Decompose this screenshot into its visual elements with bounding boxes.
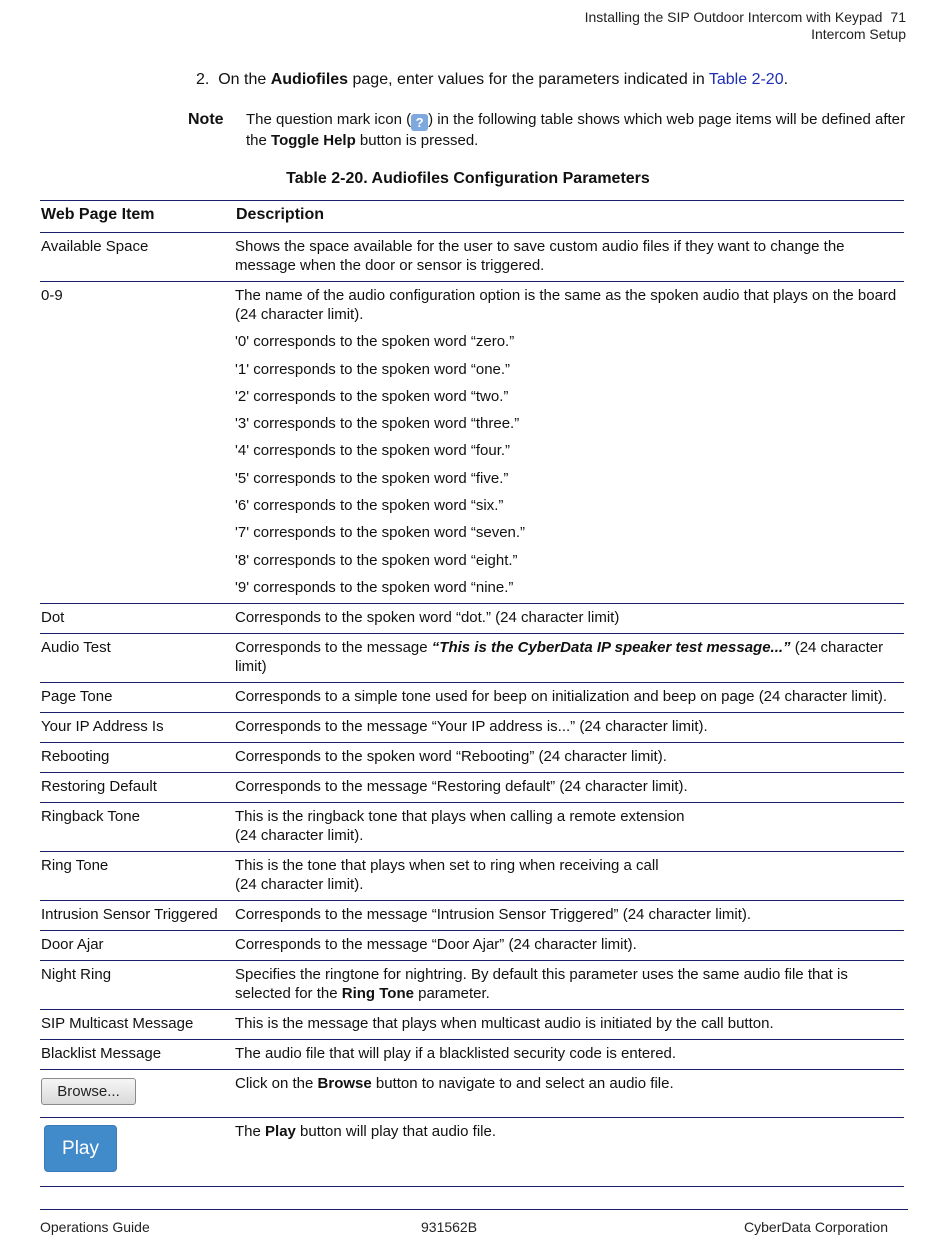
test-message-quote: “This is the CyberData IP speaker test message...” [431,638,791,656]
note-text-mid: ) in the following table shows which web page items will be defined after the [246,111,906,149]
row-description: The audio file that will play if a blacklisted security code is entered. [235,1044,677,1062]
row-description [235,634,904,682]
table-row [40,961,904,1010]
page-number: 71 [890,9,906,25]
step-text-pre: On the [218,71,271,88]
table-row [40,683,904,713]
row-item-cell [40,1118,235,1186]
row-item-label: Rebooting [41,747,110,765]
digit-line: '0' corresponds to the spoken word “zero.” [235,333,515,351]
row-description: Shows the space available for the user to save custom audio files if they want to change the message when the door or sensor is triggered. [235,238,845,274]
row-item-label: Restoring Default [41,777,157,795]
row-description [235,1070,904,1117]
digit-line: '8' corresponds to the spoken word “eight.” [235,551,518,569]
header-section-title: Intercom Setup [811,26,906,42]
table-row [40,634,904,683]
table-row [40,282,904,604]
desc-bold: Play [265,1122,296,1140]
row-item-label: Door Ajar [41,935,104,953]
note-bold-toggle-help: Toggle Help [271,132,356,149]
desc-text: button will play that audio file. [295,1122,496,1140]
desc-text: Click on the [235,1074,318,1092]
table-row [40,803,904,852]
row-item-label: Blacklist Message [41,1044,162,1062]
note-label: Note [188,111,224,128]
table-row [40,1040,904,1070]
row-item-label: Your IP Address Is [41,717,164,735]
table-row [40,1070,904,1118]
digit-line: '2' corresponds to the spoken word “two.” [235,387,509,405]
desc-text: The [235,1122,266,1140]
row-description: This is the message that plays when multicast audio is initiated by the call button. [235,1014,774,1032]
row-item-label: Dot [41,608,65,626]
row-item-label: Ringback Tone [41,807,140,825]
row-description: Corresponds to a simple tone used for beep on initialization and beep on page (24 character limit). [235,687,888,705]
table-row [40,852,904,901]
row-description: Corresponds to the spoken word “dot.” (24 character limit) [235,608,620,626]
table-title: Table 2-20. Audiofiles Configuration Parameters [286,170,650,187]
desc-text: Specifies the ringtone for nightring. By default this parameter uses the same audio file that is selected for the [235,965,848,1002]
desc-line: This is the ringback tone that plays when calling a remote extension [235,807,685,825]
row-description: Corresponds to the spoken word “Rebooting” (24 character limit). [235,747,667,765]
note-text-post: button is pressed. [355,132,479,149]
digit-line: '3' corresponds to the spoken word “three.” [235,415,520,433]
footer-company: CyberData Corporation [744,1219,888,1235]
row-description: Corresponds to the message “Restoring default” (24 character limit). [235,777,688,795]
row-description: Corresponds to the message “Your IP address is...” (24 character limit). [235,717,708,735]
row-item-label: Available Space [41,238,149,255]
row-item-label: Audio Test [41,638,111,656]
digit-line: '5' corresponds to the spoken word “five.” [235,469,509,487]
row-item-label: Intrusion Sensor Triggered [41,905,218,923]
desc-line: (24 character limit). [235,875,364,893]
browse-button[interactable]: Browse... [41,1078,136,1105]
note-body [246,110,908,151]
row-item-label: Night Ring [41,965,112,983]
row-item-cell [40,1070,235,1117]
header-chapter-title: Installing the SIP Outdoor Intercom with Keypad [584,9,883,25]
table-row [40,1010,904,1040]
digits-intro: The name of the audio configuration option is the same as the spoken audio that plays on the board (24 character limit). [235,287,897,323]
question-mark-icon: ? [411,114,428,131]
step-text-post: . [783,71,789,88]
note-block [188,110,908,151]
desc-bold: Browse [317,1074,372,1092]
digit-line: '9' corresponds to the spoken word “nine.” [235,578,514,596]
table-row [40,713,904,743]
step-number: 2. [196,71,210,88]
table-row [40,773,904,803]
row-description [235,961,904,1009]
step-text-mid: page, enter values for the parameters indicated in [348,71,709,88]
table-row [40,931,904,961]
row-item-label: 0-9 [41,287,63,304]
table-row [40,233,904,282]
desc-text: (24 character limit) [235,638,884,675]
table-row [40,604,904,634]
row-description [235,803,904,851]
row-description [235,282,904,603]
table-row [40,901,904,931]
table-reference-link[interactable]: Table 2-20 [708,71,784,88]
digit-line: '1' corresponds to the spoken word “one.” [235,360,511,378]
digit-line: '6' corresponds to the spoken word “six.” [235,497,504,515]
table-row [40,743,904,773]
table-header-row [40,201,904,233]
desc-line: This is the tone that plays when set to ring when receiving a call [235,856,659,874]
row-description [235,1118,904,1186]
row-item-label: Page Tone [41,687,113,705]
row-description [235,852,904,900]
row-description: Corresponds to the message “Door Ajar” (24 character limit). [235,935,637,953]
row-description: Corresponds to the message “Intrusion Sensor Triggered” (24 character limit). [235,905,752,923]
footer-doc-number: 931562B [421,1219,478,1235]
note-text-pre: The question mark icon ( [246,111,412,128]
desc-line: (24 character limit). [235,826,364,844]
table-row [40,1118,904,1187]
footer-divider [40,1209,908,1210]
running-header [585,9,906,43]
step-bold-audiofiles: Audiofiles [270,71,349,88]
column-header-description: Description [236,206,325,223]
digit-line: '4' corresponds to the spoken word “four.” [235,442,511,460]
row-item-label: Ring Tone [41,856,109,874]
footer-doc-title: Operations Guide [40,1219,150,1235]
digit-line: '7' corresponds to the spoken word “seven.” [235,524,526,542]
parameters-table [40,200,904,1187]
desc-text: Corresponds to the message [235,638,432,656]
desc-text: parameter. [413,984,490,1002]
step-instruction [196,70,788,90]
desc-text: button to navigate to and select an audio file. [371,1074,674,1092]
row-item-label: SIP Multicast Message [41,1014,194,1032]
play-button[interactable]: Play [44,1125,117,1172]
desc-bold: Ring Tone [341,984,414,1002]
column-header-item: Web Page Item [41,206,155,223]
